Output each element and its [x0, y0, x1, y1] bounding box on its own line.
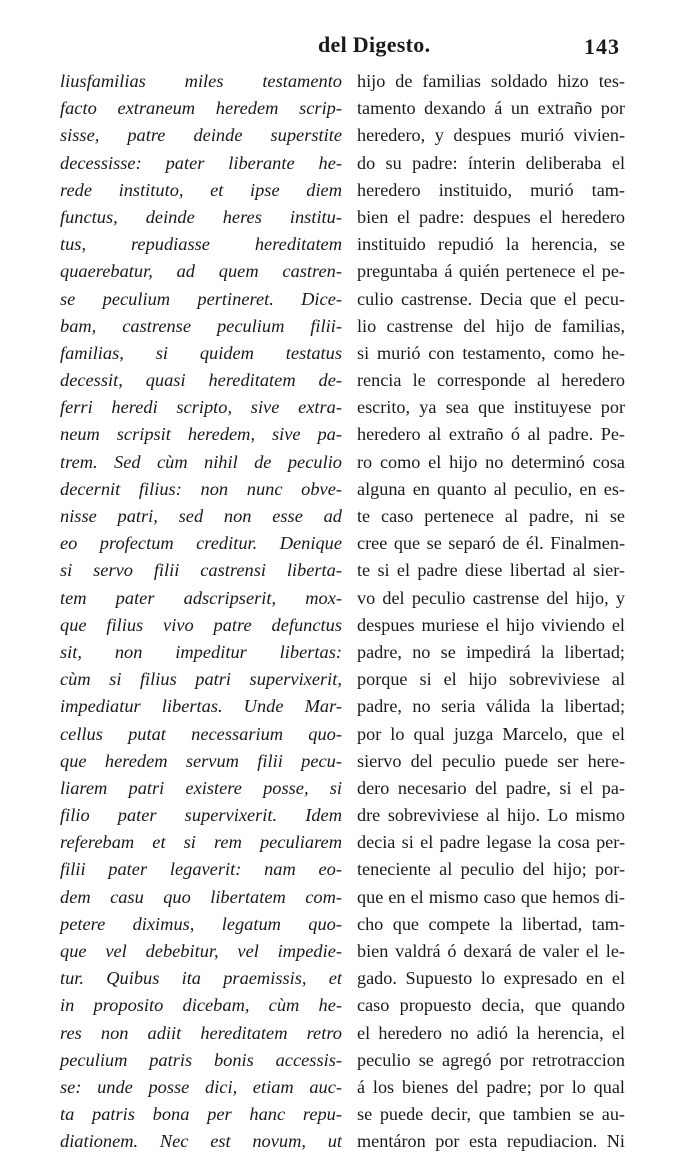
spanish-text-line: vo del peculio castrense del hijo, y — [357, 587, 625, 608]
spanish-text-line: mentáron por esta repudiacion. Ni — [357, 1131, 625, 1152]
latin-text-line: functus, deinde heres institu- — [60, 206, 342, 227]
latin-text-line: si servo filii castrensi liberta- — [60, 560, 342, 581]
latin-text-line: sisse, patre deinde superstite — [60, 125, 342, 146]
spanish-text-line: heredero, y despues murió vivien- — [357, 125, 625, 146]
spanish-text-line: dero necesario del padre, si el pa- — [357, 777, 625, 798]
spanish-text-line: te si el padre diese libertad al sier- — [357, 560, 625, 581]
latin-text-line: ferri heredi scripto, sive extra- — [60, 397, 342, 418]
spanish-text-line: lio castrense del hijo de familias, — [357, 315, 625, 336]
latin-text-line: decernit filius: non nunc obve- — [60, 478, 342, 499]
latin-text-line: nisse patri, sed non esse ad — [60, 506, 342, 526]
latin-text-line: cellus putat necessarium quo- — [60, 723, 342, 744]
spanish-text-line: padre, no se impedirá la libertad; — [357, 641, 625, 662]
latin-text-line: filii pater legaverit: nam eo- — [60, 859, 342, 880]
spanish-text-line: porque si el hijo sobreviviese al — [357, 669, 625, 690]
spanish-text-line: peculio se agregó por retrotraccion — [357, 1049, 625, 1070]
spanish-text-line: cho que compete la libertad, tam- — [357, 913, 625, 934]
latin-text-line: impediatur libertas. Unde Mar- — [60, 696, 342, 717]
spanish-text-line: teneciente al peculio del hijo; por- — [357, 859, 625, 880]
latin-text-line: decessisse: pater liberante he- — [60, 152, 342, 173]
spanish-text-line: culio castrense. Decia que el pecu- — [357, 288, 625, 309]
spanish-text-line: hijo de familias soldado hizo tes- — [357, 71, 625, 91]
spanish-text-line: tamento dexando á un extraño por — [357, 98, 625, 119]
spanish-text-line: preguntaba á quién pertenece el pe- — [357, 261, 625, 282]
spanish-text-line: por lo qual juzga Marcelo, que el — [357, 723, 625, 744]
latin-text-line: se: unde posse dici, etiam auc- — [60, 1076, 342, 1097]
latin-text-line: trem. Sed cùm nihil de peculio — [60, 451, 342, 472]
latin-text-line: que vel debebitur, vel impedie- — [60, 941, 342, 961]
latin-text-line: referebam et si rem peculiarem — [60, 832, 342, 853]
spanish-text-column — [357, 68, 625, 1156]
latin-text-line: in proposito dicebam, cùm he- — [60, 995, 342, 1016]
latin-text-line: liusfamilias miles testamento — [60, 71, 342, 91]
latin-text-line: decessit, quasi hereditatem de- — [60, 370, 342, 391]
spanish-text-line: heredero instituido, murió tam- — [357, 179, 625, 200]
spanish-text-line: despues muriese el hijo viviendo el — [357, 614, 625, 635]
latin-text-line: facto extraneum heredem scrip- — [60, 98, 342, 119]
latin-text-line: eo profectum creditur. Denique — [60, 533, 342, 554]
spanish-text-line: dre sobreviviese al hijo. Lo mismo — [357, 805, 625, 826]
spanish-text-line: se puede decir, que tambien se au- — [357, 1104, 625, 1125]
spanish-text-line: do su padre: ínterin deliberaba el — [357, 152, 625, 173]
latin-text-line: tem pater adscripserit, mox- — [60, 587, 342, 608]
spanish-text-line: siervo del peculio puede ser here- — [357, 750, 625, 771]
latin-text-column — [60, 68, 342, 1156]
spanish-text-line: bien valdrá ó dexará de valer el le- — [357, 941, 625, 961]
latin-text-line: peculium patris bonis accessis- — [60, 1049, 342, 1070]
running-title: del Digesto. — [318, 32, 431, 57]
spanish-text-line: te caso pertenece al padre, ni se — [357, 506, 625, 526]
latin-text-line: familias, si quidem testatus — [60, 342, 342, 363]
spanish-text-line: gado. Supuesto lo expresado en el — [357, 968, 625, 989]
spanish-text-line: alguna en quanto al peculio, en es- — [357, 478, 625, 499]
latin-text-line: dem casu quo libertatem com- — [60, 886, 342, 907]
spanish-text-line: caso propuesto decia, que quando — [357, 995, 625, 1016]
latin-text-line: res non adiit hereditatem retro — [60, 1022, 342, 1043]
latin-text-line: ta patris bona per hanc repu- — [60, 1104, 342, 1125]
spanish-text-line: heredero al extraño ó al padre. Pe- — [357, 424, 625, 445]
latin-text-line: se peculium pertineret. Dice- — [60, 288, 342, 309]
latin-text-line: tus, repudiasse hereditatem — [60, 234, 342, 255]
latin-text-line: liarem patri existere posse, si — [60, 777, 342, 798]
latin-text-line: tur. Quibus ita praemissis, et — [60, 968, 342, 989]
spanish-text-line: si murió con testamento, como he- — [357, 342, 625, 363]
latin-text-line: neum scripsit heredem, sive pa- — [60, 424, 342, 445]
latin-text-line: diationem. Nec est novum, ut — [60, 1131, 342, 1152]
latin-text-line: petere diximus, legatum quo- — [60, 913, 342, 934]
spanish-text-line: instituido repudió la herencia, se — [357, 234, 625, 255]
latin-text-line: que heredem servum filii pecu- — [60, 750, 342, 771]
latin-text-line: quaerebatur, ad quem castren- — [60, 261, 342, 282]
spanish-text-line: decia si el padre legase la cosa per- — [357, 832, 625, 853]
spanish-text-line: que en el mismo caso que hemos di- — [357, 886, 625, 907]
spanish-text-line: ro como el hijo no determinó cosa — [357, 451, 625, 472]
spanish-text-line: escrito, ya sea que instituyese por — [357, 397, 625, 418]
spanish-text-line: cree que se separó de él. Finalmen- — [357, 533, 625, 554]
page-number: 143 — [584, 34, 620, 59]
spanish-text-line: el heredero no adió la herencia, el — [357, 1022, 625, 1043]
latin-text-line: que filius vivo patre defunctus — [60, 614, 342, 635]
latin-text-line: filio pater supervixerit. Idem — [60, 805, 342, 826]
latin-text-line: cùm si filius patri supervixerit, — [60, 669, 342, 690]
spanish-text-line: padre, no seria válida la libertad; — [357, 696, 625, 717]
spanish-text-line: á los bienes del padre; por lo qual — [357, 1076, 625, 1097]
latin-text-line: sit, non impeditur libertas: — [60, 641, 342, 662]
latin-text-line: rede instituto, et ipse diem — [60, 179, 342, 200]
spanish-text-line: rencia le corresponde al heredero — [357, 370, 625, 391]
latin-text-line: bam, castrense peculium filii- — [60, 315, 342, 336]
spanish-text-line: bien el padre: despues el heredero — [357, 206, 625, 227]
